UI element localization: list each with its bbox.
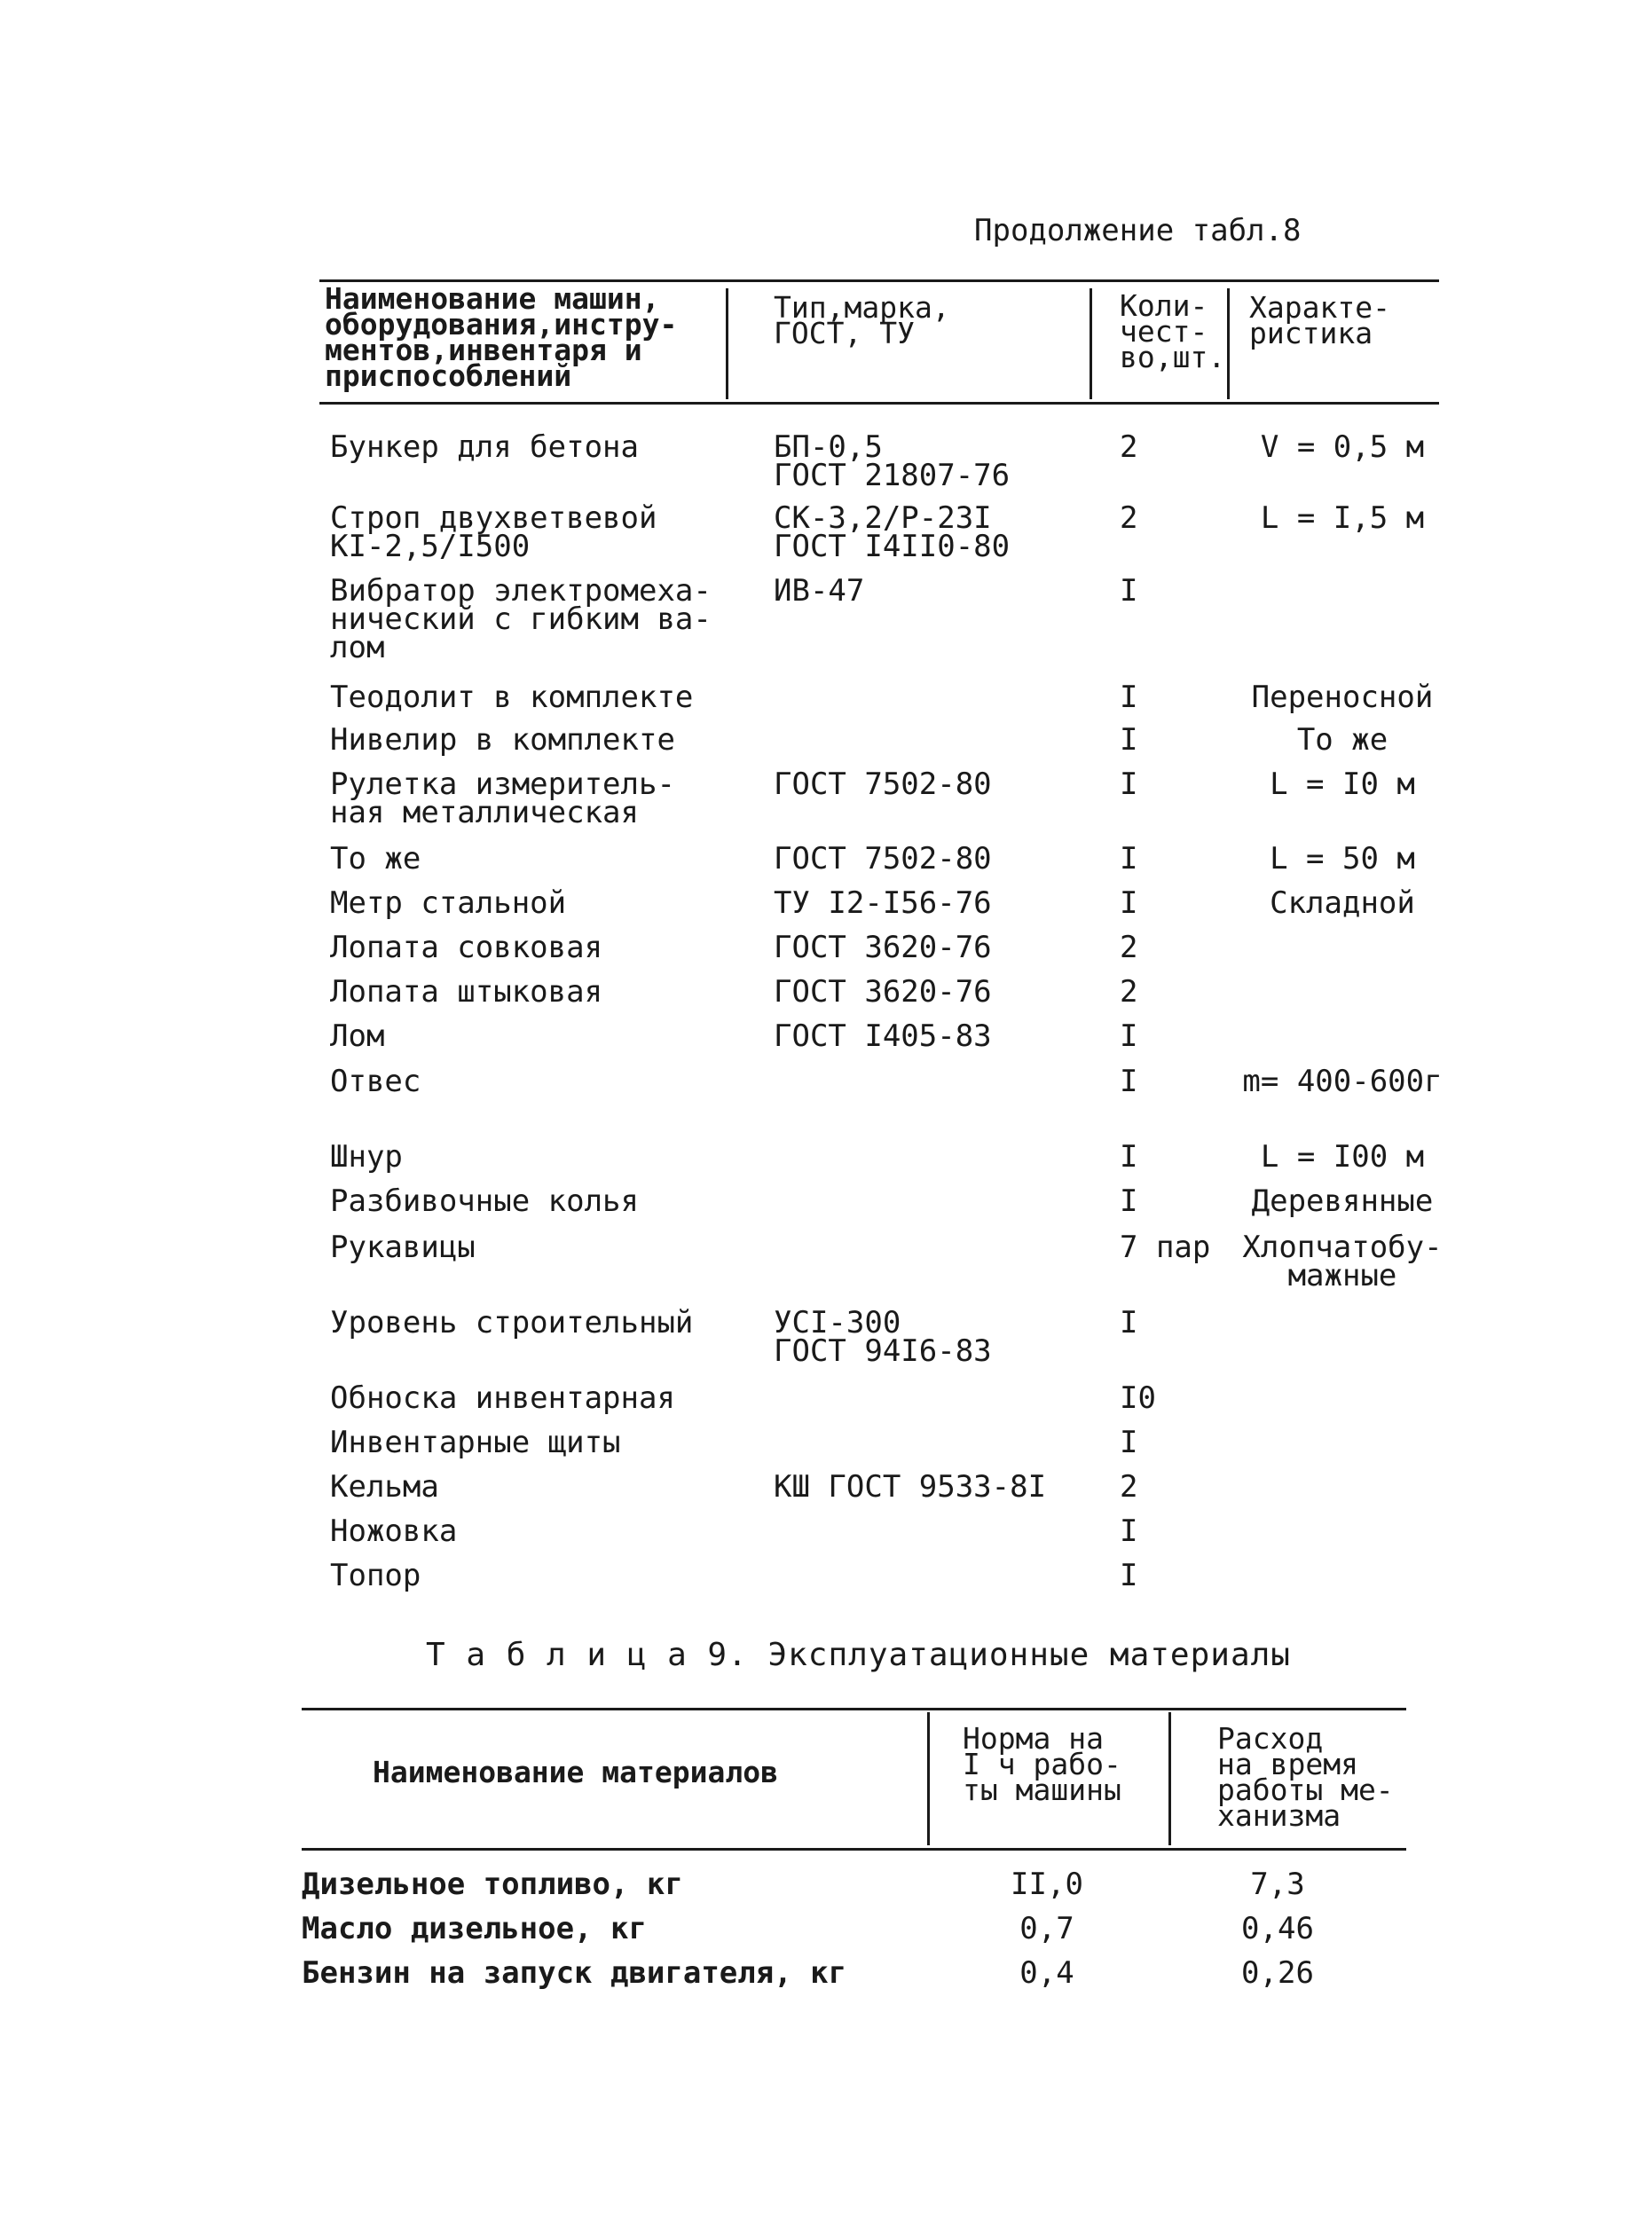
table8-header-type: Тип,марка, ГОСТ, ТУ xyxy=(774,290,950,350)
table8-header-name: Наименование машин, оборудования,инстру- ментов,инвентаря и приспособлений xyxy=(325,281,678,393)
table8-row-2-qty: 2 xyxy=(1120,500,1138,536)
table8-header-bottom-rule xyxy=(319,402,1439,405)
table8-col-separator xyxy=(1227,288,1230,399)
table8-row-7-name: То же xyxy=(330,841,421,877)
table8-row-10-qty: 2 xyxy=(1120,974,1138,1010)
table8-col-separator xyxy=(726,288,728,399)
table8-row-13-name: Шнур xyxy=(330,1139,403,1175)
table9-header-name: Наименование материалов xyxy=(373,1755,778,1789)
table8-row-10-type: ГОСТ 3620-76 xyxy=(774,974,992,1010)
table8-row-21-qty: I xyxy=(1120,1558,1138,1593)
table8-row-7-char: L = 50 м xyxy=(1270,841,1415,877)
table8-continuation-note: Продолжение табл.8 xyxy=(974,213,1302,248)
table8-row-3-qty: I xyxy=(1120,573,1138,609)
table8-header-qty: Коли- чест- во,шт. xyxy=(1120,288,1226,374)
table8-row-6-char: L = I0 м xyxy=(1270,767,1415,802)
table8-row-3-type: ИВ-47 xyxy=(774,573,865,609)
table8-row-12-qty: I xyxy=(1120,1064,1138,1099)
table8-row-18-name: Инвентарные щиты xyxy=(330,1425,621,1460)
table8-row-15-name: Рукавицы xyxy=(330,1230,476,1265)
table8-row-7-qty: I xyxy=(1120,841,1138,877)
table8-row-7-type: ГОСТ 7502-80 xyxy=(774,841,992,877)
table8-row-15-qty: 7 пар xyxy=(1120,1230,1211,1265)
table8-row-18-qty: I xyxy=(1120,1425,1138,1460)
table9-row-1-norm: II,0 xyxy=(1011,1867,1083,1902)
table8-row-14-char: Деревянные xyxy=(1251,1183,1434,1219)
table9-row-2-name: Масло дизельное, кг xyxy=(302,1911,647,1946)
table8-row-6-type: ГОСТ 7502-80 xyxy=(774,767,992,802)
table8-row-11-type: ГОСТ I405-83 xyxy=(774,1018,992,1054)
table8-row-1-name: Бункер для бетона xyxy=(330,429,639,465)
table8-row-4-char: Переносной xyxy=(1251,680,1434,715)
table8-row-13-char: L = I00 м xyxy=(1260,1139,1425,1175)
table8-row-6-name: Рулетка измеритель- ная металлическая xyxy=(330,767,675,830)
table9-top-rule xyxy=(302,1708,1406,1710)
table8-row-16-type: УСI-300 ГОСТ 94I6-83 xyxy=(774,1305,992,1369)
table8-row-10-name: Лопата штыковая xyxy=(330,974,603,1010)
table9-header-consumption: Расход на время работы ме- ханизма xyxy=(1217,1721,1394,1833)
table8-row-4-qty: I xyxy=(1120,680,1138,715)
table8-row-2-name: Строп двухветвевой КI-2,5/I500 xyxy=(330,500,657,564)
table8-row-19-type: КШ ГОСТ 9533-8I xyxy=(774,1469,1047,1505)
table9-row-1-name: Дизельное топливо, кг xyxy=(302,1867,683,1902)
table8-row-2-type: СК-3,2/Р-23I ГОСТ I4II0-80 xyxy=(774,500,1011,564)
table8-row-17-qty: I0 xyxy=(1120,1380,1156,1416)
table9-row-2-norm: 0,7 xyxy=(1019,1911,1074,1946)
table8-row-3-name: Вибратор электромеха- нический с гибким ва- лом xyxy=(330,573,712,665)
table8-row-8-type: ТУ I2-I56-76 xyxy=(774,885,992,921)
table9-row-1-consumption: 7,3 xyxy=(1250,1867,1305,1902)
table9-caption: Т а б л и ц а 9. Эксплуатационные материалы xyxy=(426,1637,1291,1673)
table8-row-1-char: V = 0,5 м xyxy=(1260,429,1425,465)
table8-row-5-name: Нивелир в комплекте xyxy=(330,722,675,758)
table8-row-1-type: БП-0,5 ГОСТ 21807-76 xyxy=(774,429,1011,493)
table8-row-5-char: То же xyxy=(1296,722,1388,758)
table9-header-bottom-rule xyxy=(302,1848,1406,1851)
table8-row-6-qty: I xyxy=(1120,767,1138,802)
table8-row-12-char: m= 400-600г xyxy=(1242,1064,1443,1099)
table8-row-17-name: Обноска инвентарная xyxy=(330,1380,675,1416)
table8-row-19-name: Кельма xyxy=(330,1469,439,1505)
table8-row-21-name: Топор xyxy=(330,1558,421,1593)
table8-row-12-name: Отвес xyxy=(330,1064,421,1099)
table8-row-20-qty: I xyxy=(1120,1513,1138,1549)
table9-col-separator xyxy=(927,1712,930,1845)
table8-row-15-char: Хлопчатобу- мажные xyxy=(1242,1230,1443,1293)
table8-row-16-qty: I xyxy=(1120,1305,1138,1340)
table8-row-9-name: Лопата совковая xyxy=(330,930,603,965)
table8-row-8-char: Складной xyxy=(1270,885,1415,921)
table8-row-4-name: Теодолит в комплекте xyxy=(330,680,694,715)
table8-row-20-name: Ножовка xyxy=(330,1513,458,1549)
table8-row-14-name: Разбивочные колья xyxy=(330,1183,639,1219)
table8-row-11-name: Лом xyxy=(330,1018,385,1054)
table9-col-separator xyxy=(1168,1712,1171,1845)
table8-col-separator xyxy=(1090,288,1092,399)
table8-row-11-qty: I xyxy=(1120,1018,1138,1054)
table8-row-5-qty: I xyxy=(1120,722,1138,758)
table8-header-characteristic: Характе- ристика xyxy=(1249,290,1390,350)
table9-row-3-norm: 0,4 xyxy=(1019,1955,1074,1991)
table8-row-8-qty: I xyxy=(1120,885,1138,921)
table8-row-9-type: ГОСТ 3620-76 xyxy=(774,930,992,965)
table8-row-14-qty: I xyxy=(1120,1183,1138,1219)
table9-header-norm: Норма на I ч рабо- ты машины xyxy=(963,1721,1121,1807)
table8-row-1-qty: 2 xyxy=(1120,429,1138,465)
table8-row-2-char: L = I,5 м xyxy=(1260,500,1425,536)
table8-row-19-qty: 2 xyxy=(1120,1469,1138,1505)
table8-row-9-qty: 2 xyxy=(1120,930,1138,965)
table8-row-8-name: Метр стальной xyxy=(330,885,567,921)
table9-row-3-name: Бензин на запуск двигателя, кг xyxy=(302,1955,847,1991)
table8-row-16-name: Уровень строительный xyxy=(330,1305,694,1340)
table8-row-13-qty: I xyxy=(1120,1139,1138,1175)
table9-row-3-consumption: 0,26 xyxy=(1241,1955,1314,1991)
table9-row-2-consumption: 0,46 xyxy=(1241,1911,1314,1946)
